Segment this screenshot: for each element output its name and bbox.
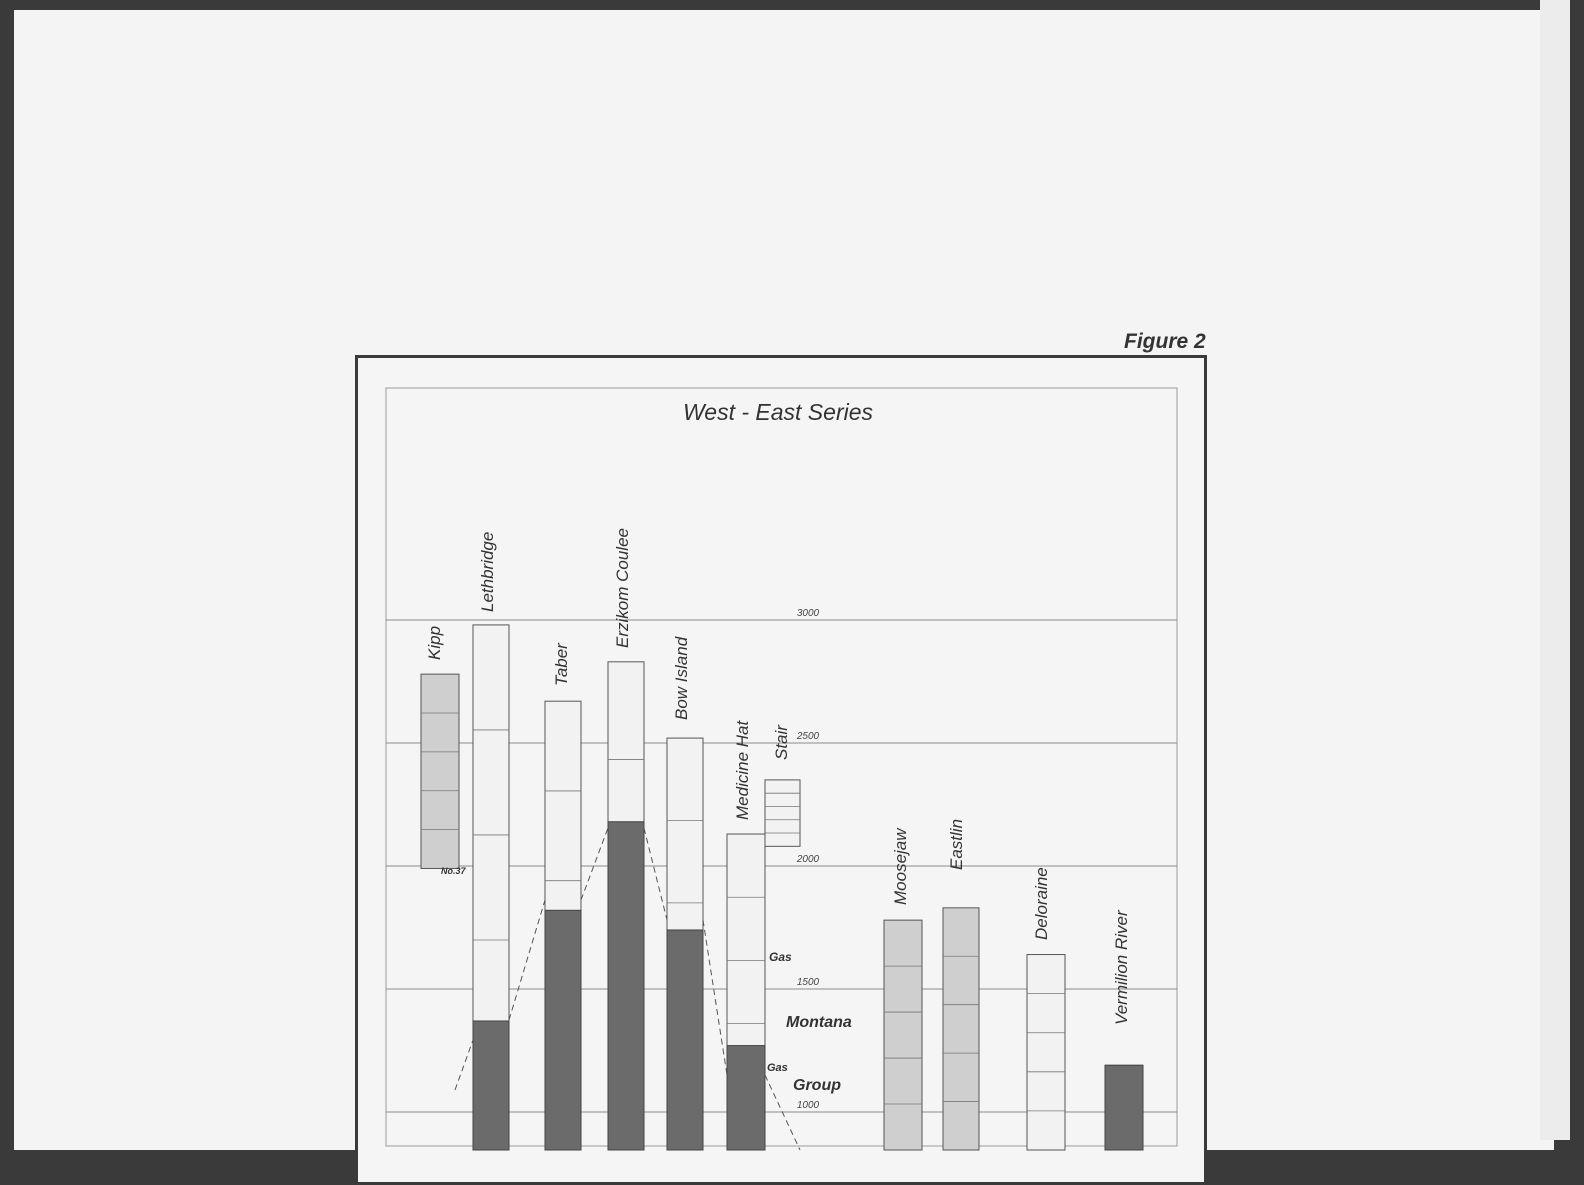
- figure-label: Figure 2: [1124, 330, 1206, 353]
- column-body: [1027, 955, 1065, 1150]
- column-body: [421, 674, 459, 868]
- y-tick-label: 3000: [796, 608, 820, 619]
- column-label: Stair: [772, 725, 791, 760]
- y-tick-label: 1500: [796, 977, 820, 988]
- annotation: Montana: [786, 1014, 852, 1031]
- correlation-line: [581, 828, 608, 900]
- correlation-line: [455, 1040, 473, 1090]
- column-label: Kipp: [425, 625, 444, 660]
- annotation: No.37: [441, 866, 466, 876]
- chart-title: West - East Series: [682, 399, 874, 425]
- correlation-line: [509, 900, 545, 1020]
- column-label: Eastlin: [947, 818, 966, 870]
- column-dark-section: [545, 910, 581, 1150]
- column-body: [943, 908, 979, 1150]
- y-tick-label: 2500: [796, 731, 820, 742]
- annotation: Gas: [767, 1062, 788, 1074]
- column-dark-section: [473, 1021, 509, 1150]
- column-label: Taber: [552, 643, 571, 686]
- column-label: Lethbridge: [478, 531, 497, 612]
- column-dark-section: [727, 1046, 765, 1150]
- annotation: Group: [793, 1077, 841, 1094]
- column-body: [765, 780, 800, 846]
- column-label: Erzikom Coulee: [613, 528, 632, 648]
- y-tick-label: 1000: [796, 1100, 820, 1111]
- column-label: Moosejaw: [891, 828, 910, 905]
- column-dark-section: [667, 930, 703, 1150]
- annotation: Gas: [769, 950, 792, 964]
- y-tick-label: 2000: [796, 854, 820, 865]
- column-label: Vermilion River: [1112, 910, 1131, 1025]
- column-label: Deloraine: [1032, 867, 1051, 940]
- column-body: [884, 920, 922, 1150]
- correlation-line: [703, 920, 727, 1075]
- column-label: Bow Island: [672, 636, 691, 720]
- column-label: Medicine Hat: [733, 720, 752, 820]
- correlation-line: [644, 828, 667, 920]
- column-dark-section: [1105, 1065, 1143, 1150]
- column-dark-section: [608, 822, 644, 1150]
